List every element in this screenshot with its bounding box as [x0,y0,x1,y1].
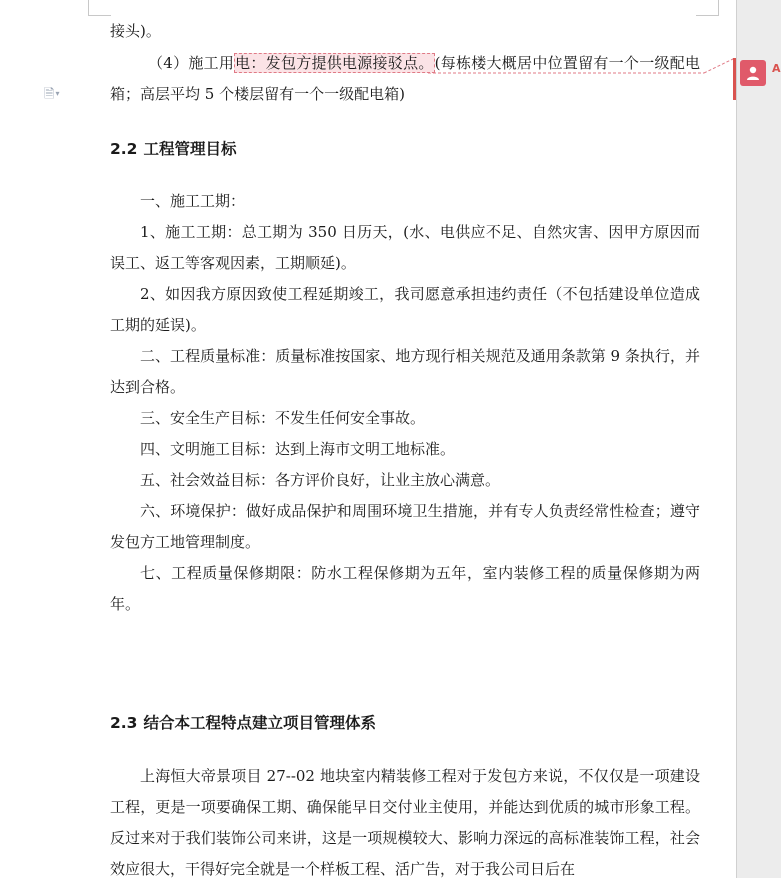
commented-text[interactable]: 电：发包方提供电源接驳点。 [235,54,434,72]
paragraph: 二、工程质量标准：质量标准按国家、地方现行相关规范及通用条款第 9 条执行，并达到合格。 [110,347,700,396]
item4-prefix: （4）施工用 [148,54,235,72]
document-icon[interactable]: 🗎▾ [44,87,60,102]
paragraph: 2、如因我方原因致使工程延期竣工，我司愿意承担违约责任（不包括建设单位造成工期的延误)。 [110,285,700,334]
section-heading-2-3 [110,708,376,739]
paragraph: 一、施工工期： [140,192,246,210]
paragraph: 四、文明施工目标：达到上海市文明工地标准。 [140,440,456,458]
margin-corner-mark-right [696,0,719,16]
paragraph: 七、工程质量保修期限：防水工程保修期为五年，室内装修工程的质量保修期为两年。 [110,564,700,613]
paragraph: 1、施工工期：总工期为 350 日历天，(水、电供应不足、自然灾害、因甲方原因而误工、返工等客观因素，工期顺延)。 [110,223,700,272]
comment-pane [736,0,781,878]
user-icon [745,65,761,81]
margin-corner-mark-left [88,0,89,16]
comment-author-initial: A [772,62,781,75]
paragraph-item-4 [110,48,700,110]
section-number: 2.3 [110,714,138,732]
paragraph: 五、社会效益目标：各方评价良好，让业主放心满意。 [140,471,501,489]
section-title: 结合本工程特点建立项目管理体系 [143,714,376,732]
section-heading-2-2 [110,134,236,165]
paragraph: 三、安全生产目标：不发生任何安全事故。 [140,409,426,427]
section-title: 工程管理目标 [143,140,237,158]
comment-avatar[interactable] [740,60,766,86]
paragraph: 上海恒大帝景项目 27--02 地块室内精装修工程对于发包方来说，不仅仅是一项建设工程，更是一项要确保工期、确保能早日交付业主使用，并能达到优质的城市形象工程。反过来对于我们装饰公司来讲，这是一项规模较大、影响力深远的高标准装饰工程，社会效应很大，干得好完全就是一个样板工程、活广告，对于我公司日后在 [110,767,700,878]
section-number: 2.2 [110,140,138,158]
paragraph: 六、环境保护：做好成品保护和周围环境卫生措施，并有专人负责经常性检查；遵守发包方工地管理制度。 [110,502,700,551]
paragraph-tail: 接头)。 [110,22,161,40]
comment-marker [733,58,736,100]
item4-rest: (每栋楼大概居中位置留有一个一级配电箱；高层平均 5 个楼层留有一个一级配电箱) [110,54,700,103]
chevron-down-icon[interactable]: ▾ [55,89,60,98]
